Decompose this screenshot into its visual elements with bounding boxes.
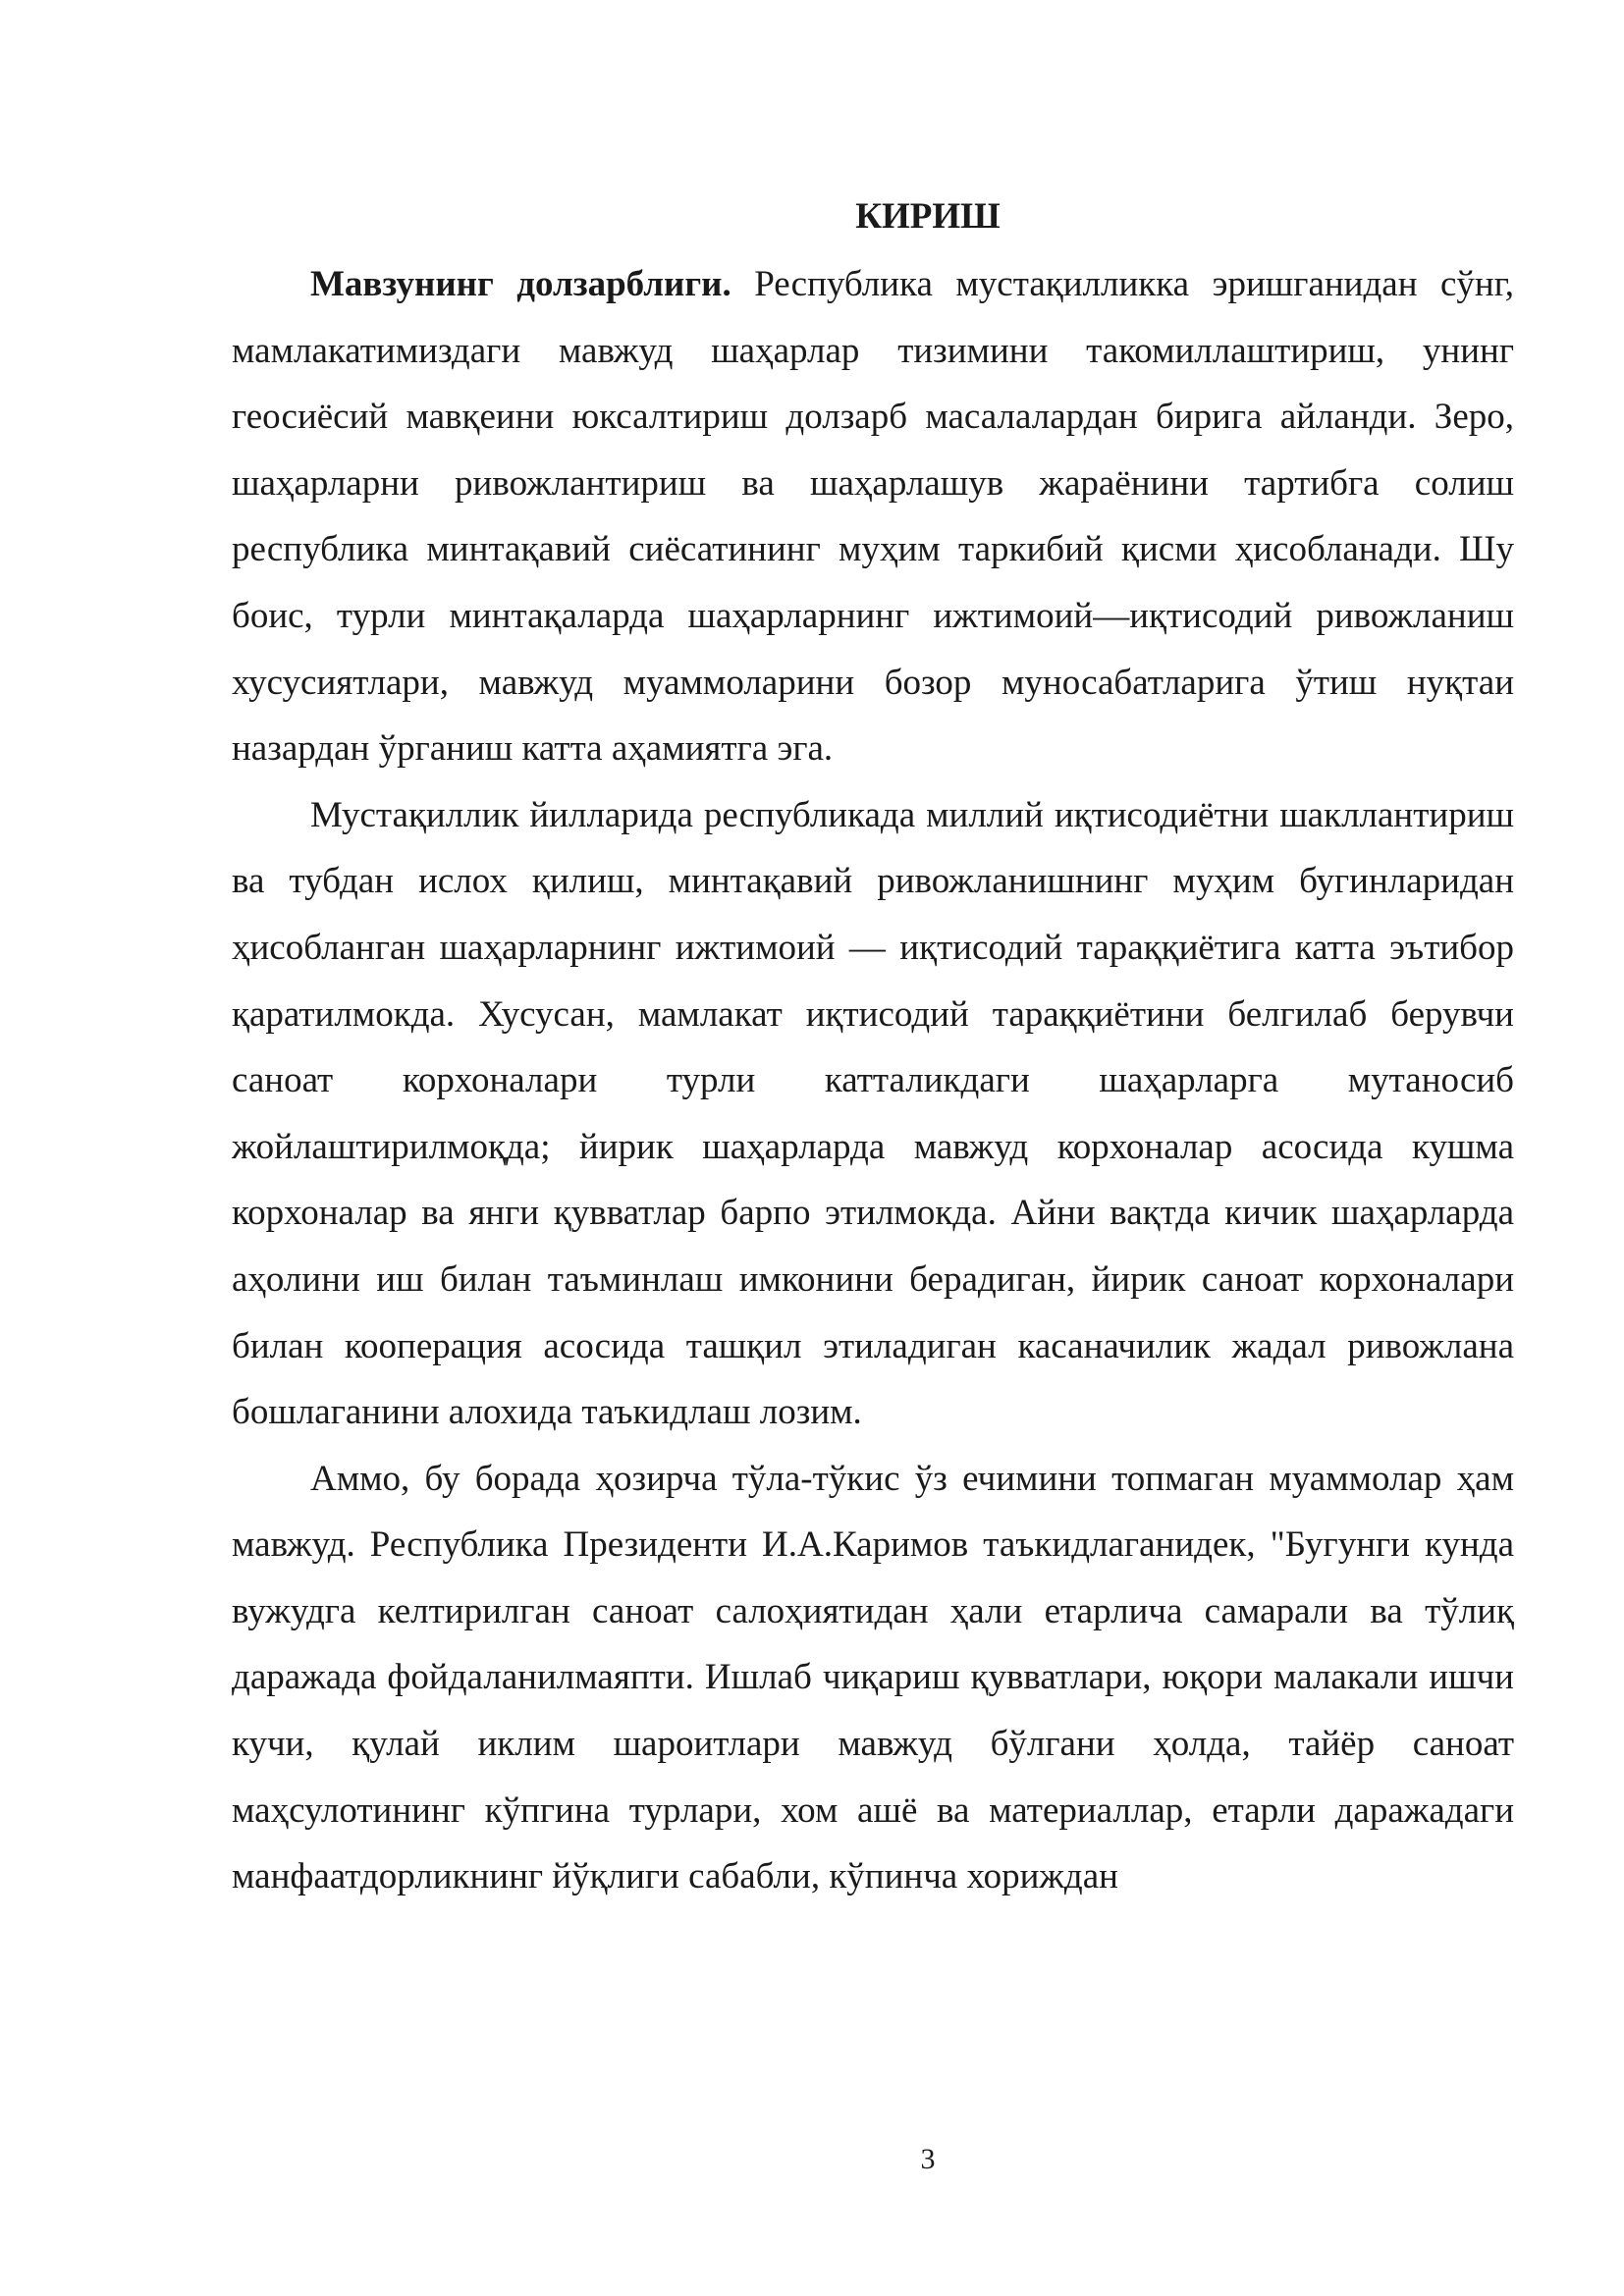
paragraph-text: Республика мустақилликка эришганидан сўнг, мамлакатимиздаги мавжуд шаҳарлар тизимини такомиллаштириш, унинг геосиёсий мавқеини юксалтириш долзарб масалалардан бирига айланди. Зеро, шаҳарларни ривожлантириш ва шаҳарлашув жараёнини тартибга солиш республика минтақавий сиёсатининг муҳим таркибий қисми ҳисобланади. Шу боис, турли минтақаларда шаҳарларнинг ижтимоий—иқтисодий ривожланиш хусусиятлари, мавжуд муаммоларини бозор муносабатларига ўтиш нуқтаи назардан ўрганиш катта аҳамиятга эга. bbox=[232, 264, 1514, 770]
paragraph-lead: Мавзунинг долзарблиги. bbox=[310, 264, 731, 304]
paragraph-relevance bbox=[232, 251, 1514, 782]
paragraph-text: Аммо, бу борада ҳозирча тўла-тўкис ўз ечимини топмаган муаммолар ҳам мавжуд. Республика Президенти И.А.Каримов таъкидлаганидек, "Бугунги кунда вужудга келтирилган саноат салоҳиятидан ҳали етарлича самарали ва тўлиқ даражада фойдаланилмаяпти. Ишлаб чиқариш қувватлари, юқори малакали ишчи кучи, қулай иклим шароитлари мавжуд бўлгани ҳолда, тайёр саноат маҳсулотининг кўпгина турлари, хом ашё ва материаллар, етарли даражадаги манфаатдорликнинг йўқлиги сабабли, кўпинча хориждан bbox=[232, 1458, 1514, 1897]
paragraph-independence-years bbox=[232, 782, 1514, 1446]
paragraph-text: Мустақиллик йилларида республикада миллий иқтисодиётни шакллантириш ва тубдан ислох қилиш, минтақавий ривожланишнинг муҳим бугинларидан ҳисобланган шаҳарларнинг ижтимоий — иқтисодий тараққиётига катта эътибор қаратилмокда. Хусусан, мамлакат иқтисодий тараққиётини белгилаб берувчи саноат корхоналари турли катталикдаги шаҳарларга мутаносиб жойлаштирилмоқда; йирик шаҳарларда мавжуд корхоналар асосида кушма корхоналар ва янги қувватлар барпо этилмокда. Айни вақтда кичик шаҳарларда аҳолини иш билан таъминлаш имконини берадиган, йирик саноат корхоналари билан кооперация асосида ташқил этиладиган касаначилик жадал ривожлана бошлаганини алохида таъкидлаш лозим. bbox=[232, 794, 1514, 1433]
paragraph-problems bbox=[232, 1446, 1514, 1910]
body-text bbox=[232, 251, 1514, 1910]
page-title: КИРИШ bbox=[855, 196, 1001, 237]
page-number: 3 bbox=[920, 2143, 936, 2175]
